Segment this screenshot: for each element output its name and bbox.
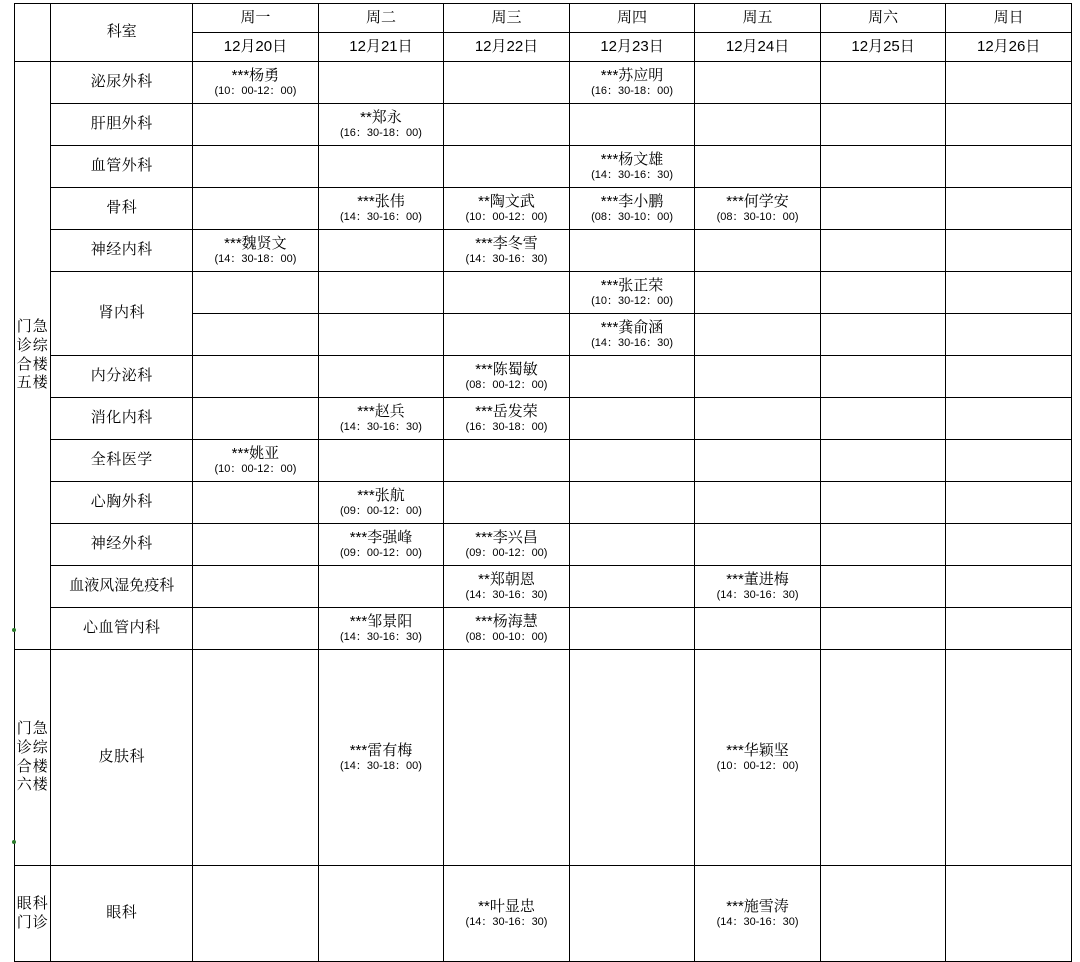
schedule-slot-filled <box>318 188 444 230</box>
header-corner-blank <box>15 4 51 62</box>
slot-time-range: (10：00-12：00) <box>214 84 297 97</box>
schedule-slot-empty <box>569 440 695 482</box>
schedule-slot-empty <box>444 314 570 356</box>
schedule-slot-empty <box>946 62 1072 104</box>
schedule-slot-empty <box>820 866 946 962</box>
table-row <box>15 398 1072 440</box>
department-name-cell: 血管外科 <box>51 146 193 188</box>
schedule-slot-empty <box>193 314 319 356</box>
schedule-slot-empty <box>820 188 946 230</box>
schedule-slot-empty <box>444 440 570 482</box>
table-row <box>15 230 1072 272</box>
header-date-thu: 12月23日 <box>569 33 695 62</box>
schedule-slot-empty <box>444 62 570 104</box>
schedule-slot-filled <box>569 62 695 104</box>
doctor-name: ***张伟 <box>357 193 405 211</box>
schedule-slot-filled <box>444 188 570 230</box>
schedule-slot-empty <box>946 482 1072 524</box>
schedule-slot-filled <box>569 272 695 314</box>
slot-time-range: (10：30-12：00) <box>591 294 673 307</box>
slot-time-range: (08：30-10：00) <box>591 210 673 223</box>
department-name-cell: 全科医学 <box>51 440 193 482</box>
schedule-slot-filled <box>569 146 695 188</box>
schedule-slot-empty <box>569 356 695 398</box>
schedule-slot-empty <box>946 356 1072 398</box>
schedule-slot-empty <box>318 146 444 188</box>
schedule-slot-empty <box>820 356 946 398</box>
doctor-name: ***李兴昌 <box>475 529 538 547</box>
header-date-mon: 12月20日 <box>193 33 319 62</box>
schedule-slot-filled <box>695 188 821 230</box>
header-date-fri: 12月24日 <box>695 33 821 62</box>
department-name-cell: 肝胆外科 <box>51 104 193 146</box>
doctor-name: **郑朝恩 <box>478 571 535 589</box>
schedule-slot-empty <box>318 62 444 104</box>
schedule-slot-empty <box>820 398 946 440</box>
schedule-slot-empty <box>569 398 695 440</box>
slot-time-range: (08：00-10：00) <box>465 630 548 643</box>
schedule-slot-empty <box>946 650 1072 866</box>
department-name-cell: 心胸外科 <box>51 482 193 524</box>
header-dept-label: 科室 <box>51 4 193 62</box>
schedule-slot-filled <box>193 230 319 272</box>
slot-time-range: (14：30-16：00) <box>340 210 422 223</box>
schedule-slot-empty <box>193 398 319 440</box>
schedule-slot-empty <box>820 440 946 482</box>
schedule-slot-filled <box>444 608 570 650</box>
doctor-name: ***杨文雄 <box>600 151 664 169</box>
schedule-slot-empty <box>444 482 570 524</box>
slot-time-range: (14：30-16：30) <box>340 420 422 433</box>
slot-time-range: (14：30-16：30) <box>591 336 673 349</box>
slot-time-range: (14：30-18：00) <box>340 759 422 772</box>
slot-time-range: (14：30-16：30) <box>340 630 422 643</box>
table-header-weekday-row <box>15 4 1072 33</box>
department-name-cell: 血液风湿免疫科 <box>51 566 193 608</box>
doctor-name: ***魏贤文 <box>224 235 287 253</box>
doctor-name: ***邹景阳 <box>349 613 413 631</box>
doctor-name: ***杨海慧 <box>475 613 538 631</box>
slot-time-range: (10：00-12：00) <box>716 759 799 772</box>
schedule-slot-empty <box>695 398 821 440</box>
slot-time-range: (16：30-18：00) <box>465 420 548 433</box>
schedule-slot-empty <box>318 356 444 398</box>
slot-time-range: (10：00-12：00) <box>214 462 297 475</box>
schedule-slot-filled <box>318 398 444 440</box>
table-row <box>15 524 1072 566</box>
schedule-slot-empty <box>820 104 946 146</box>
header-weekday-sun: 周日 <box>946 4 1072 33</box>
schedule-slot-empty <box>820 524 946 566</box>
doctor-name: ***董进梅 <box>726 571 789 589</box>
schedule-slot-empty <box>193 524 319 566</box>
schedule-slot-empty <box>193 146 319 188</box>
schedule-slot-filled <box>569 188 695 230</box>
doctor-name: **郑永 <box>360 109 402 127</box>
schedule-slot-empty <box>318 866 444 962</box>
schedule-slot-empty <box>695 62 821 104</box>
schedule-slot-empty <box>820 230 946 272</box>
doctor-name: ***龚俞涵 <box>600 319 664 337</box>
schedule-slot-empty <box>318 566 444 608</box>
table-row <box>15 608 1072 650</box>
slot-time-range: (10：00-12：00) <box>465 210 548 223</box>
table-row <box>15 104 1072 146</box>
schedule-slot-filled <box>444 230 570 272</box>
schedule-slot-empty <box>695 482 821 524</box>
schedule-slot-empty <box>444 104 570 146</box>
slot-time-range: (14：30-16：30) <box>465 252 548 265</box>
doctor-name: **陶文武 <box>478 193 535 211</box>
table-row <box>15 146 1072 188</box>
schedule-slot-empty <box>946 398 1072 440</box>
schedule-slot-filled <box>569 314 695 356</box>
table-row <box>15 866 1072 962</box>
department-name-cell: 消化内科 <box>51 398 193 440</box>
department-name-cell: 骨科 <box>51 188 193 230</box>
header-weekday-thu: 周四 <box>569 4 695 33</box>
schedule-slot-empty <box>318 230 444 272</box>
doctor-name: ***杨勇 <box>231 67 280 85</box>
slot-time-range: (14：30-16：30) <box>591 168 673 181</box>
schedule-slot-empty <box>946 566 1072 608</box>
schedule-slot-filled <box>444 566 570 608</box>
building-label-cell <box>15 650 51 866</box>
schedule-slot-empty <box>946 608 1072 650</box>
schedule-slot-empty <box>193 104 319 146</box>
schedule-slot-empty <box>946 314 1072 356</box>
header-weekday-sat: 周六 <box>820 4 946 33</box>
schedule-slot-empty <box>820 650 946 866</box>
slot-time-range: (09：00-12：00) <box>340 546 422 559</box>
slot-time-range: (14：30-16：30) <box>716 588 799 601</box>
schedule-slot-empty <box>946 524 1072 566</box>
row-marker-dot <box>12 840 16 844</box>
schedule-slot-empty <box>946 440 1072 482</box>
schedule-slot-empty <box>569 866 695 962</box>
schedule-slot-filled <box>444 866 570 962</box>
schedule-slot-empty <box>569 230 695 272</box>
schedule-slot-filled <box>318 104 444 146</box>
slot-time-range: (14：30-16：30) <box>465 915 548 928</box>
schedule-slot-empty <box>820 272 946 314</box>
slot-time-range: (14：30-16：30) <box>465 588 548 601</box>
doctor-name: ***陈蜀敏 <box>475 361 538 379</box>
schedule-slot-empty <box>193 482 319 524</box>
table-row <box>15 440 1072 482</box>
schedule-slot-empty <box>444 650 570 866</box>
table-row <box>15 482 1072 524</box>
department-name-cell: 泌尿外科 <box>51 62 193 104</box>
schedule-slot-filled <box>318 482 444 524</box>
schedule-slot-empty <box>318 272 444 314</box>
schedule-slot-empty <box>193 608 319 650</box>
schedule-slot-empty <box>695 272 821 314</box>
slot-time-range: (08：30-10：00) <box>716 210 799 223</box>
schedule-slot-filled <box>318 524 444 566</box>
schedule-slot-empty <box>820 314 946 356</box>
schedule-slot-empty <box>820 146 946 188</box>
table-row <box>15 272 1072 314</box>
schedule-slot-empty <box>193 866 319 962</box>
schedule-slot-filled <box>318 608 444 650</box>
doctor-name: ***李强峰 <box>349 529 413 547</box>
schedule-slot-empty <box>695 524 821 566</box>
schedule-slot-empty <box>193 356 319 398</box>
header-weekday-fri: 周五 <box>695 4 821 33</box>
schedule-slot-empty <box>946 272 1072 314</box>
schedule-slot-empty <box>193 566 319 608</box>
department-name-cell: 内分泌科 <box>51 356 193 398</box>
schedule-slot-empty <box>946 146 1072 188</box>
building-label: 门急诊综合楼六楼 <box>16 720 49 794</box>
schedule-slot-empty <box>318 314 444 356</box>
slot-time-range: (09：00-12：00) <box>465 546 548 559</box>
slot-time-range: (16：30-18：00) <box>340 126 422 139</box>
department-name-cell: 心血管内科 <box>51 608 193 650</box>
header-weekday-mon: 周一 <box>193 4 319 33</box>
schedule-slot-empty <box>695 146 821 188</box>
schedule-slot-filled <box>318 650 444 866</box>
schedule-slot-filled <box>695 566 821 608</box>
doctor-name: ***雷有梅 <box>349 742 413 760</box>
schedule-slot-filled <box>444 398 570 440</box>
row-marker-dot <box>12 628 16 632</box>
schedule-slot-filled <box>193 440 319 482</box>
department-name-cell: 肾内科 <box>51 272 193 356</box>
header-date-sun: 12月26日 <box>946 33 1072 62</box>
schedule-slot-empty <box>569 104 695 146</box>
doctor-name: ***李冬雪 <box>475 235 538 253</box>
building-label: 眼科门诊 <box>16 894 49 931</box>
schedule-slot-filled <box>193 62 319 104</box>
building-label-cell <box>15 866 51 962</box>
schedule-slot-empty <box>569 566 695 608</box>
schedule-slot-empty <box>820 608 946 650</box>
schedule-slot-empty <box>820 482 946 524</box>
schedule-slot-empty <box>695 440 821 482</box>
doctor-name: ***苏应明 <box>600 67 664 85</box>
schedule-slot-empty <box>569 608 695 650</box>
schedule-slot-empty <box>569 650 695 866</box>
slot-time-range: (14：30-16：30) <box>716 915 799 928</box>
header-weekday-tue: 周二 <box>318 4 444 33</box>
schedule-slot-empty <box>946 230 1072 272</box>
schedule-slot-empty <box>946 188 1072 230</box>
slot-time-range: (16：30-18：00) <box>591 84 673 97</box>
doctor-name: **叶显忠 <box>478 898 535 916</box>
department-name-cell: 皮肤科 <box>51 650 193 866</box>
slot-time-range: (09：00-12：00) <box>340 504 422 517</box>
schedule-slot-empty <box>820 62 946 104</box>
schedule-slot-empty <box>820 566 946 608</box>
schedule-slot-empty <box>193 188 319 230</box>
schedule-slot-filled <box>444 356 570 398</box>
header-date-sat: 12月25日 <box>820 33 946 62</box>
header-weekday-wed: 周三 <box>444 4 570 33</box>
schedule-slot-filled <box>695 866 821 962</box>
header-date-wed: 12月22日 <box>444 33 570 62</box>
schedule-slot-empty <box>193 272 319 314</box>
schedule-slot-empty <box>444 146 570 188</box>
schedule-slot-empty <box>695 104 821 146</box>
table-row <box>15 650 1072 866</box>
doctor-name: ***华颖坚 <box>726 742 789 760</box>
building-label-cell <box>15 62 51 650</box>
doctor-name: ***施雪涛 <box>726 898 789 916</box>
doctor-name: ***张正荣 <box>600 277 664 295</box>
schedule-slot-empty <box>946 104 1072 146</box>
table-row <box>15 566 1072 608</box>
schedule-slot-filled <box>695 650 821 866</box>
doctor-name: ***李小鹏 <box>600 193 664 211</box>
schedule-slot-empty <box>695 314 821 356</box>
schedule-slot-empty <box>569 482 695 524</box>
department-name-cell: 神经外科 <box>51 524 193 566</box>
doctor-name: ***姚亚 <box>231 445 280 463</box>
table-row <box>15 356 1072 398</box>
schedule-slot-empty <box>193 650 319 866</box>
doctor-name: ***赵兵 <box>357 403 405 421</box>
schedule-slot-empty <box>318 440 444 482</box>
building-label: 门急诊综合楼五楼 <box>16 318 49 392</box>
schedule-slot-empty <box>695 608 821 650</box>
doctor-name: ***张航 <box>357 487 405 505</box>
schedule-slot-empty <box>946 866 1072 962</box>
slot-time-range: (08：00-12：00) <box>465 378 548 391</box>
schedule-slot-empty <box>569 524 695 566</box>
slot-time-range: (14：30-18：00) <box>214 252 297 265</box>
doctor-name: ***何学安 <box>726 193 789 211</box>
department-name-cell: 眼科 <box>51 866 193 962</box>
doctor-name: ***岳发荣 <box>475 403 538 421</box>
schedule-slot-empty <box>444 272 570 314</box>
table-row <box>15 188 1072 230</box>
department-name-cell: 神经内科 <box>51 230 193 272</box>
schedule-slot-empty <box>695 356 821 398</box>
schedule-slot-filled <box>444 524 570 566</box>
schedule-slot-empty <box>695 230 821 272</box>
header-date-tue: 12月21日 <box>318 33 444 62</box>
outpatient-schedule-table <box>14 3 1072 962</box>
table-row <box>15 62 1072 104</box>
